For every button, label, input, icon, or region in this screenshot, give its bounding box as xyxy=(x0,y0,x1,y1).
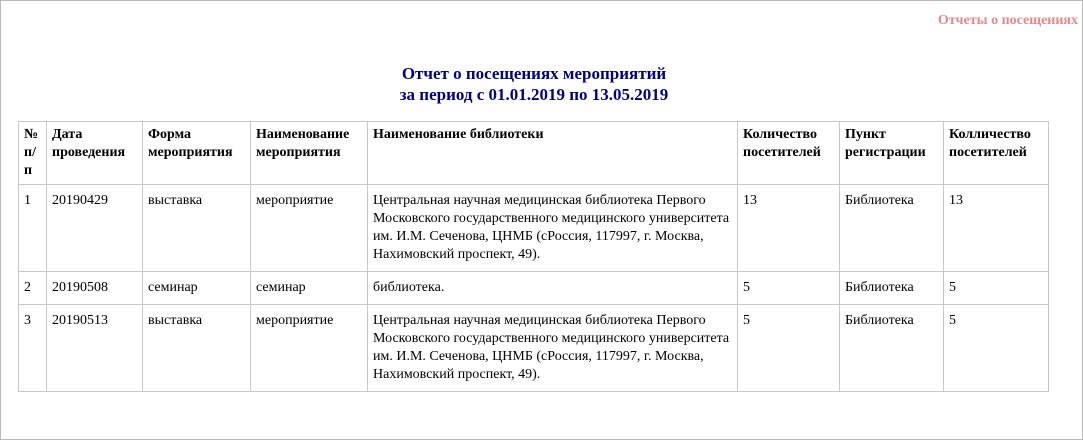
cell-number: 3 xyxy=(19,305,47,392)
table-row xyxy=(19,185,1049,272)
cell-visitors: 13 xyxy=(738,185,840,272)
cell-visitors-2: 13 xyxy=(944,185,1049,272)
column-header-registration-point: Пункт регистрации xyxy=(840,122,944,185)
cell-date: 20190508 xyxy=(47,272,143,305)
cell-number: 1 xyxy=(19,185,47,272)
cell-event-name: мероприятие xyxy=(251,185,368,272)
cell-library: библиотека. xyxy=(368,272,738,305)
column-header-event-name: Наименование мероприятия xyxy=(251,122,368,185)
cell-number: 2 xyxy=(19,272,47,305)
cell-registration-point: Библиотека xyxy=(840,305,944,392)
cell-visitors: 5 xyxy=(738,305,840,392)
report-period-line: за период с 01.01.2019 по 13.05.2019 xyxy=(399,85,669,104)
column-header-visitors-2: Колличество посетителей xyxy=(944,122,1049,185)
column-header-visitors: Количество посетителей xyxy=(738,122,840,185)
cell-library: Центральная научная медицинская библиотека Первого Московского государственного медицинского университета им. И.М. Сеченова, ЦНМБ (сРоссия, 117997, г. Москва, Нахимовский проспект, 49). xyxy=(368,185,738,272)
column-header-number: № п/п xyxy=(19,122,47,185)
cell-registration-point: Библиотека xyxy=(840,185,944,272)
table-row xyxy=(19,272,1049,305)
cell-form: семинар xyxy=(143,272,251,305)
column-header-library: Наименование библиотеки xyxy=(368,122,738,185)
cell-library: Центральная научная медицинская библиотека Первого Московского государственного медицинского университета им. И.М. Сеченова, ЦНМБ (сРоссия, 117997, г. Москва, Нахимовский проспект, 49). xyxy=(368,305,738,392)
visit-reports-link[interactable]: Отчеты о посещениях xyxy=(937,13,1078,28)
cell-event-name: мероприятие xyxy=(251,305,368,392)
report-title-line: Отчет о посещениях мероприятий xyxy=(401,64,667,83)
cell-registration-point: Библиотека xyxy=(840,272,944,305)
cell-date: 20190429 xyxy=(47,185,143,272)
cell-form: выставка xyxy=(143,305,251,392)
report-title xyxy=(1,63,1067,105)
cell-event-name: семинар xyxy=(251,272,368,305)
column-header-date: Дата проведения xyxy=(47,122,143,185)
cell-visitors-2: 5 xyxy=(944,272,1049,305)
cell-visitors-2: 5 xyxy=(944,305,1049,392)
cell-visitors: 5 xyxy=(738,272,840,305)
column-header-form: Форма мероприятия xyxy=(143,122,251,185)
cell-date: 20190513 xyxy=(47,305,143,392)
visits-report-table xyxy=(18,121,1049,392)
table-row xyxy=(19,305,1049,392)
table-header-row xyxy=(19,122,1049,185)
cell-form: выставка xyxy=(143,185,251,272)
